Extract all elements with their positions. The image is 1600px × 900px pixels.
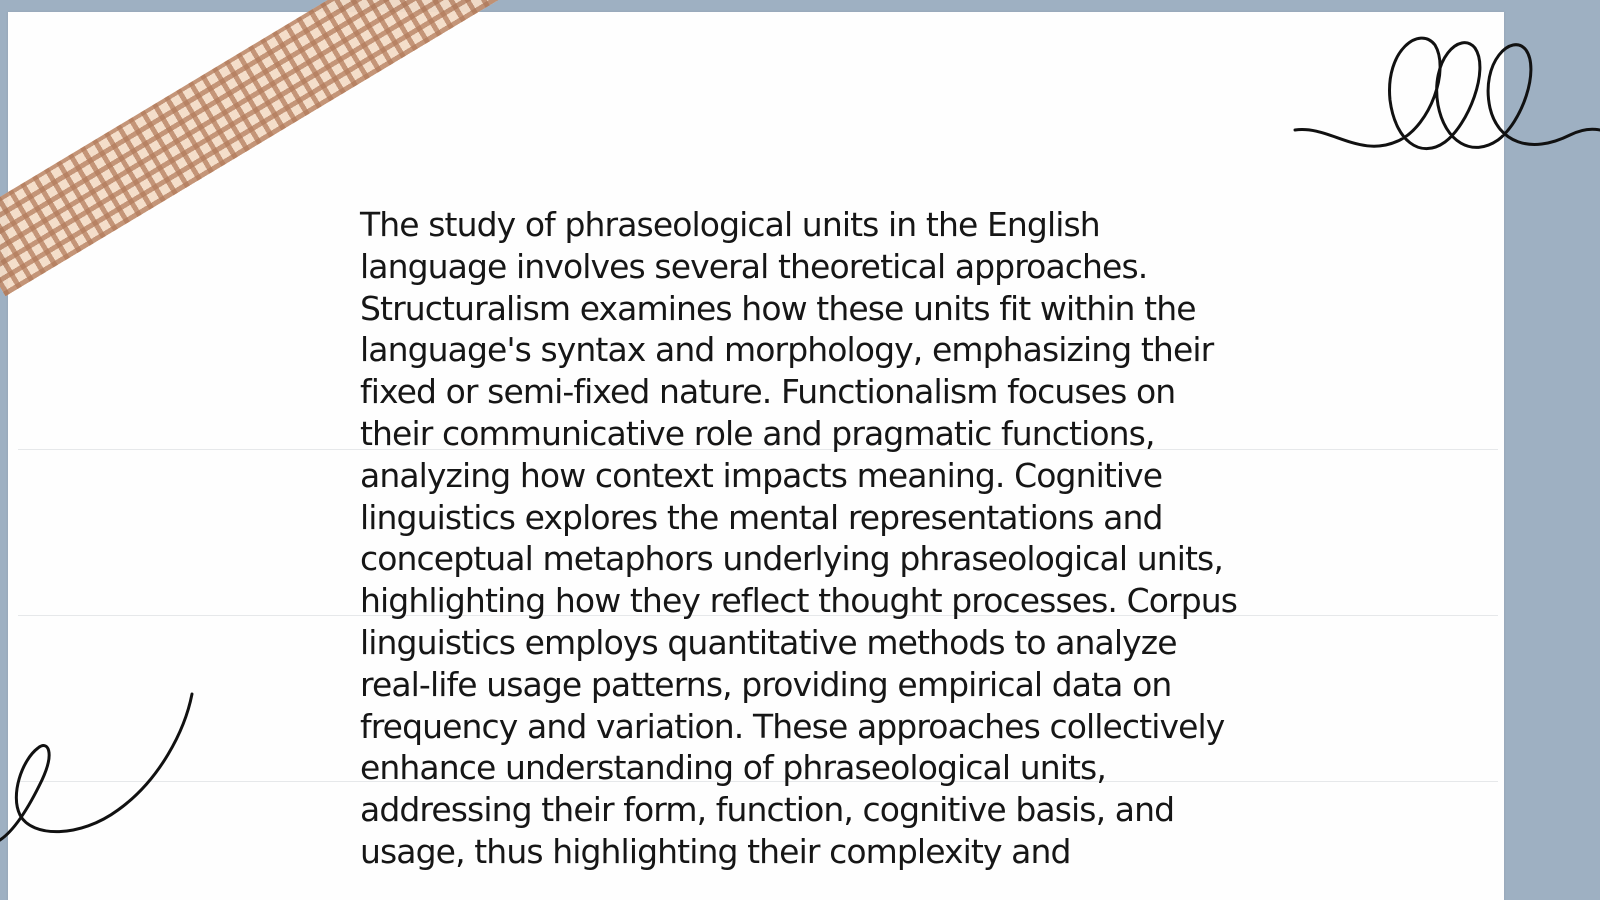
body-paragraph: The study of phraseological units in the English language involves several theoretical approaches. Structuralism examines how these units fit within the language's syntax and morphology, emphasizing their fixed or semi-fixed nature. Functionalism focuses on their communicative role and pragmatic functions, analyzing how context impacts meaning. Cognitive linguistics explores the mental representations and conceptual metaphors underlying phraseological units, highlighting how they reflect thought processes. Corpus linguistics employs quantitative methods to analyze real-life usage patterns, providing empirical data on frequency and variation. These approaches collectively enhance understanding of phraseological units, addressing their form, function, cognitive basis, and usage, thus highlighting their complexity and bbox=[360, 205, 1238, 871]
loop-squiggle-icon bbox=[1290, 30, 1600, 170]
loop-swoosh-icon bbox=[0, 690, 200, 850]
